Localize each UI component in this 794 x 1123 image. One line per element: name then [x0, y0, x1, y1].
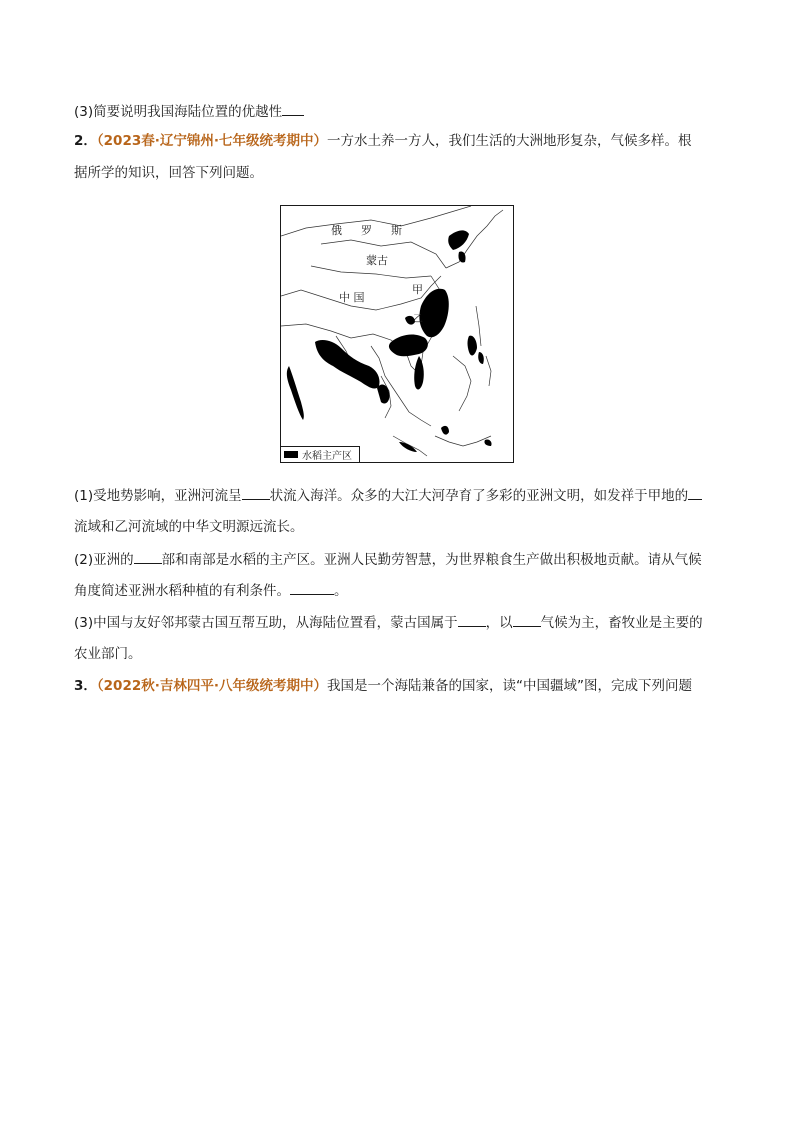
answer-blank[interactable] [290, 580, 334, 595]
question-source: （2022秋·吉林四平·八年级统考期中） [96, 678, 327, 694]
question-intro-continued: 据所学的知识，回答下列问题。 [74, 165, 263, 181]
q2-part3-text: (3)中国与友好邻邦蒙古国互帮互助，从海陆位置看，蒙古国属于 [74, 615, 458, 631]
q2-part2-text-end: 角度简述亚洲水稻种植的有利条件。 [74, 583, 290, 599]
q2-part3-line2 [74, 644, 142, 664]
map-borders [281, 206, 503, 456]
answer-blank[interactable] [242, 485, 270, 500]
q2-part1-line2 [74, 517, 304, 537]
q2-part3-text-cont2: 气候为主，畜牧业是主要的 [540, 615, 703, 631]
legend-swatch [284, 451, 298, 458]
legend-label: 水稻主产区 [302, 451, 352, 462]
answer-blank[interactable] [513, 612, 541, 627]
q1-part3-line [74, 101, 304, 122]
label-luo: 罗 [361, 224, 372, 237]
answer-blank[interactable] [688, 485, 702, 500]
q2-part1-text-cont: 状流入海洋。众多的大江大河孕育了多彩的亚洲文明，如发祥于甲地的 [269, 488, 689, 504]
q3-intro-line [74, 676, 692, 696]
question-number: 3． [74, 678, 97, 694]
q2-part1-line1 [74, 485, 702, 506]
label-menggu: 蒙古 [366, 254, 388, 267]
answer-blank[interactable] [282, 101, 304, 116]
q2-part1-text: (1)受地势影响，亚洲河流呈 [74, 488, 242, 504]
question-intro: 我国是一个海陆兼备的国家，读“中国疆域”图，完成下列问题 [327, 678, 692, 694]
q2-part2-line2 [74, 580, 348, 601]
label-zhongguo: 中 国 [339, 291, 365, 304]
answer-blank[interactable] [134, 549, 162, 564]
label-si: 斯 [391, 224, 402, 237]
question-number: 2． [74, 133, 97, 149]
q2-part3-text-cont: ，以 [485, 615, 513, 631]
q2-part3-line1 [74, 612, 703, 633]
answer-blank[interactable] [458, 612, 486, 627]
q2-part2-text: (2)亚洲的 [74, 552, 134, 568]
rice-production-areas [287, 230, 492, 452]
map-legend [281, 446, 360, 462]
q2-part1-text-end: 流域和乙河流域的中华文明源远流长。 [74, 519, 304, 535]
q2-part3-text-end: 农业部门。 [74, 646, 142, 662]
q2-part2-text-cont: 部和南部是水稻的主产区。亚洲人民勤劳智慧，为世界粮食生产做出积极地贡献。请从气候 [161, 552, 702, 568]
asia-map-drawing [281, 206, 513, 462]
q1-part3-text: (3)简要说明我国海陆位置的优越性 [74, 104, 283, 120]
asia-rice-map [280, 205, 514, 463]
q2-intro-line2 [74, 163, 263, 183]
label-e: 俄 [331, 224, 342, 237]
label-yi: 乙 [413, 314, 423, 325]
label-jia: 甲 [412, 283, 423, 296]
q2-part2-period: 。 [334, 583, 348, 599]
q2-part2-line1 [74, 549, 702, 570]
q2-intro-line1 [74, 131, 692, 151]
question-source: （2023春·辽宁锦州·七年级统考期中） [96, 133, 327, 149]
question-intro: 一方水土养一方人，我们生活的大洲地形复杂，气候多样。根 [327, 133, 692, 149]
